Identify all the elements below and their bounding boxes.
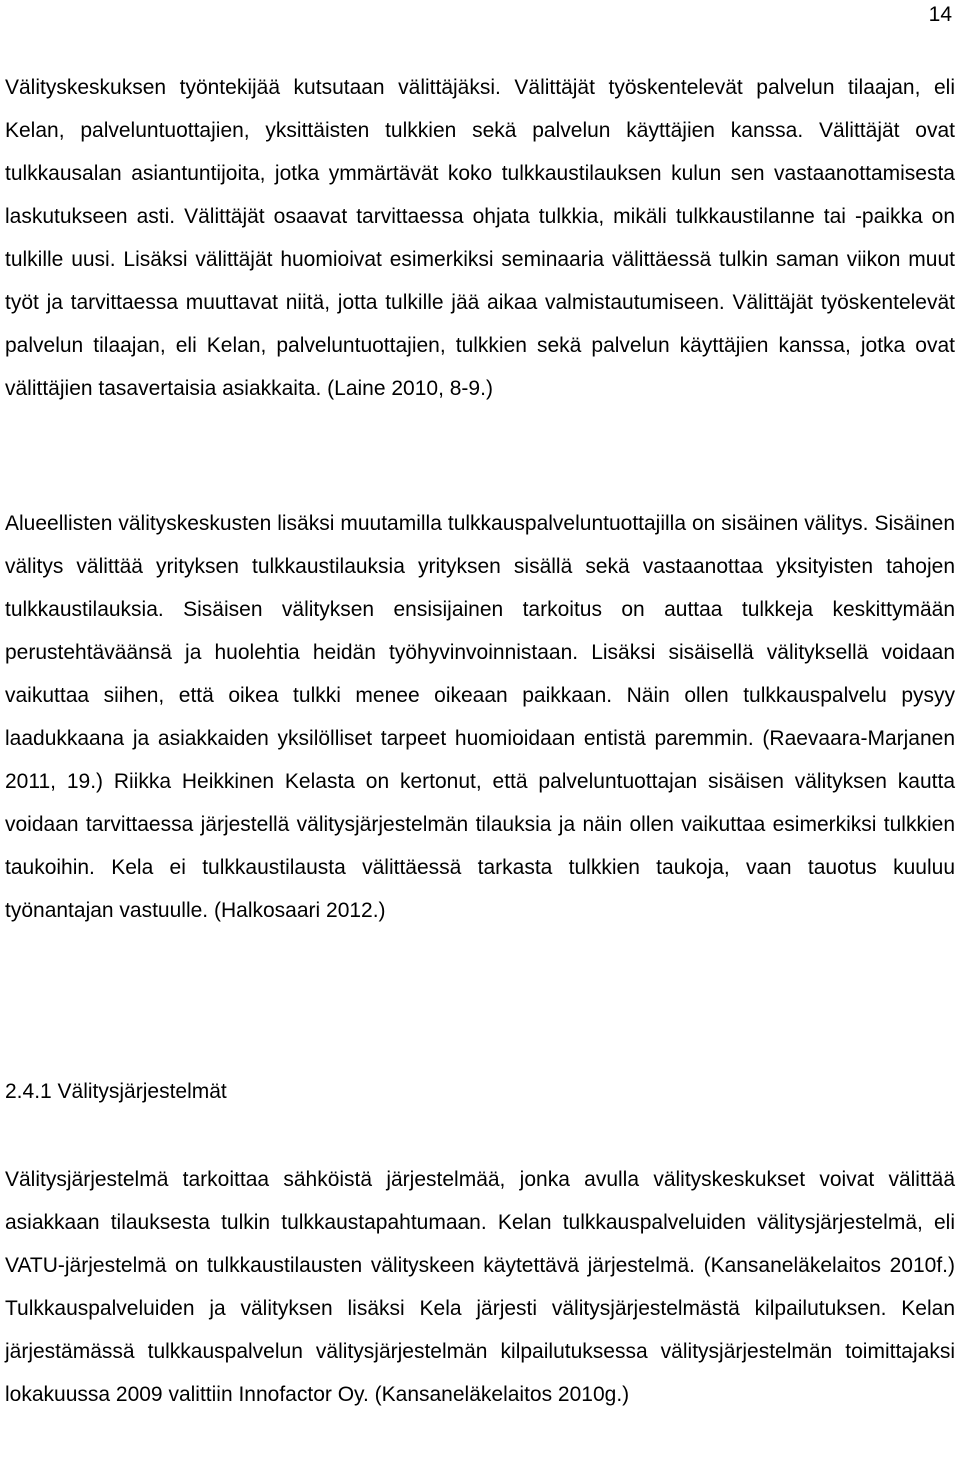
page-number: 14 xyxy=(928,3,952,26)
paragraph-sisainen-valitys: Alueellisten välityskeskusten lisäksi muutamilla tulkkauspalveluntuottajilla on sisäinen välitys. Sisäinen välitys välittää yrityksen tulkkaustilauksia yrityksen sisällä sekä vastaanottaa yksityisten tahojen tulkkaustilauksia. Sisäisen välityksen ensisijainen tarkoitus on auttaa tulkkeja keskittymään perustehtäväänsä ja huolehtia heidän työhyvinvoinnistaan. Lisäksi sisäisellä välityksellä voidaan vaikuttaa siihen, että oikea tulkki menee oikeaan paikkaan. Näin ollen tulkkauspalvelu pysyy laadukkaana ja asiakkaiden yksilölliset tarpeet huomioidaan entistä paremmin. (Raevaara-Marjanen 2011, 19.) Riikka Heikkinen Kelasta on kertonut, että palveluntuottajan sisäisen välityksen kautta voidaan tarvittaessa järjestellä välitysjärjestelmän tilauksia ja näin ollen vaikuttaa esimerkiksi tulkkien taukoihin. Kela ei tulkkaustilausta välittäessä tarkasta tulkkien taukoja, vaan tauotus kuuluu työnantajan vastuulle. (Halkosaari 2012.) xyxy=(5,512,955,922)
section-heading: 2.4.1 Välitysjärjestelmät xyxy=(5,1080,227,1103)
paragraph-valitysjarjestelma: Välitysjärjestelmä tarkoittaa sähköistä järjestelmää, jonka avulla välityskeskukset voivat välittää asiakkaan tilauksesta tulkin tulkkaustapahtumaan. Kelan tulkkauspalveluiden välitysjärjestelmä, eli VATU-järjestelmä on tulkkaustilausten välityskeen käytettävä järjestelmä. (Kansaneläkelaitos 2010f.) Tulkkauspalveluiden ja välityksen lisäksi Kela järjesti välitysjärjestelmästä kilpailutuksen. Kelan järjestämässä tulkkauspalvelun välitysjärjestelmän kilpailutuksessa välitysjärjestelmän toimittajaksi lokakuussa 2009 valittiin Innofactor Oy. (Kansaneläkelaitos 2010g.) xyxy=(5,1168,955,1406)
paragraph-valittajat: Välityskeskuksen työntekijää kutsutaan välittäjäksi. Välittäjät työskentelevät palvelun tilaajan, eli Kelan, palveluntuottajien, yksittäisten tulkkien sekä palvelun käyttäjien kanssa. Välittäjät ovat tulkkausalan asiantuntijoita, jotka ymmärtävät koko tulkkaustilauksen kulun sen vastaanottamisesta laskutukseen asti. Välittäjät osaavat tarvittaessa ohjata tulkkia, mikäli tulkkaustilanne tai -paikka on tulkille uusi. Lisäksi välittäjät huomioivat esimerkiksi seminaaria välittäessä tulkin saman viikon muut työt ja tarvittaessa muuttavat niitä, jotta tulkille jää aikaa valmistautumiseen. Välittäjät työskentelevät palvelun tilaajan, eli Kelan, palveluntuottajien, tulkkien sekä palvelun käyttäjien kanssa, jotka ovat välittäjien tasavertaisia asiakkaita. (Laine 2010, 8-9.) xyxy=(5,76,955,400)
